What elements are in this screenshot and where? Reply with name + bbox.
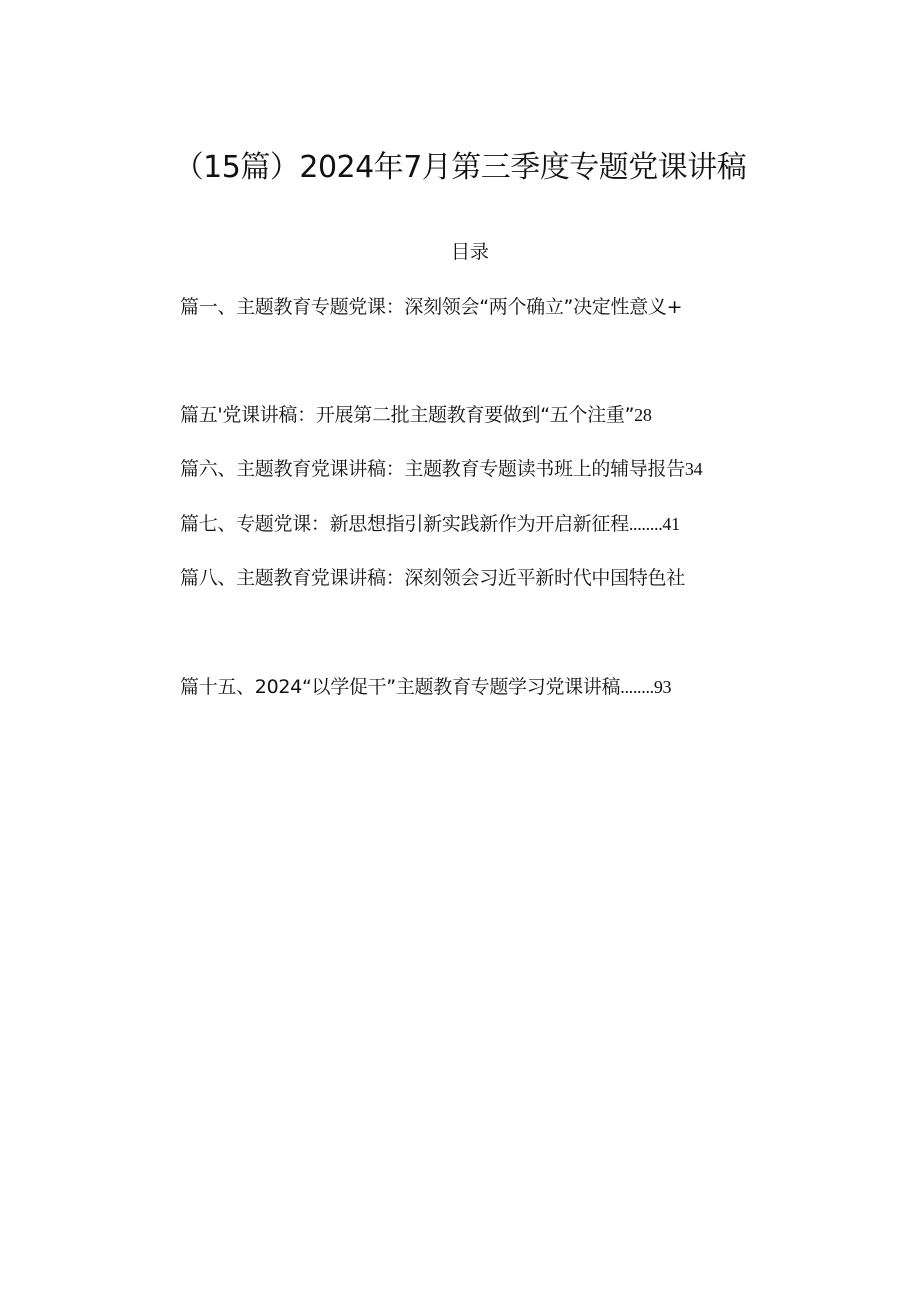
toc-item-1[interactable]	[180, 293, 780, 322]
toc-item-text: 篇一、主题教育专题党课：深刻领会“两个确立”决定性意义+	[180, 296, 683, 318]
toc-item-page: 28	[634, 405, 652, 425]
document-title: （15篇）2024年7月第三季度专题党课讲稿	[173, 150, 747, 185]
toc-item-text: 篇十五、2024“以学促干”主题教育专题学习党课讲稿	[180, 676, 621, 698]
toc-item-6[interactable]	[180, 455, 780, 483]
toc-item-text: 篇五'党课讲稿：开展第二批主题教育要做到“五个注重”	[180, 404, 635, 426]
toc-item-text: 篇八、主题教育党课讲稿：深刻领会习近平新时代中国特色社	[180, 567, 685, 589]
toc-item-7[interactable]	[180, 510, 780, 538]
toc-item-text: 篇六、主题教育党课讲稿：主题教育专题读书班上的辅导报告	[180, 458, 685, 480]
toc-item-page: ........41	[628, 514, 680, 534]
toc-item-page: 34	[684, 459, 703, 479]
toc-item-text: 篇七、专题党课：新思想指引新实践新作为开启新征程	[180, 513, 629, 535]
toc-item-8[interactable]	[180, 564, 780, 593]
toc-item-page: ........93	[620, 677, 672, 697]
toc-heading: 目录	[450, 241, 489, 263]
toc-item-5[interactable]	[180, 401, 780, 429]
toc-item-15[interactable]	[180, 673, 780, 701]
